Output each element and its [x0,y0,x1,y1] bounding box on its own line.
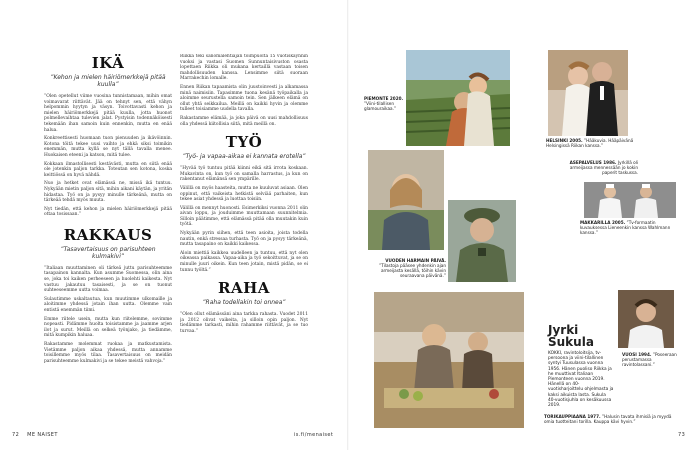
caption-vuoden-harmain: VUODEN HARMAIN PÄIVÄ. ”Tilastoja pääsee yhdenkin ajan armeijasta kesällä, töihin kävin seuraavana päivänä.” [379,258,446,278]
left-column-2 [180,54,308,426]
paragraph: ”Hyvää työ tuntuu pitää kiinni eikä sitä irrota koskaan. Mukavinta on, kun työ on samalla harrastus, ja kun on rakentanut elämänsä sen ympärille. [180,166,308,183]
paragraph: Aloin miettiä kaikkea uudelleen ja tuntuu, että nyt olen oikeassa paikassa. Vapaa-aika ja työ sekoittuvat, ja se on minulle juuri oikein. Kun teen jotain, mistä pidän, se ei tunnu työltä.” [180,250,308,273]
section-subheading-raha: ”Raha todellakin toi onnea” [202,299,286,307]
section-heading-tyo: TYÖ [225,133,263,152]
section-heading-ika: IKÄ [91,54,125,72]
paragraph: ”Italiaan muuttaminen oli tärkeä juttu parisuhteemme tasapainon kannalta. Kun asumme Suomessa, olin aina se, joka toi kaiken perheeseen ja huolehti kaikesta. Nyt vastuu jakautuu tasaisesti, ja se on tuonut suhteeseemme uutta voimaa. [44,265,172,294]
left-column-1 [44,54,172,426]
magazine-name: ME NAISET [27,432,58,438]
section-subheading-tyo: ”Työ- ja vapaa-aikaa ei kannata erotella” [182,153,306,161]
caption-asepalvelus: ASEPALVELUS 1986. Jyrkillä oli armeijassa mennessään jo kokin paperit taskussa. [569,160,638,175]
chefs-photo [584,182,676,218]
section-subheading-rakkaus: ”Tasavertaisuus on parisuhteen kulmakivi” [60,245,156,260]
bio-last-name: Sukula [548,335,594,349]
wedding-photo [548,50,628,136]
soldier-portrait-photo [448,200,516,282]
section-heading-rakkaus: RAKKAUS [63,225,153,244]
page-number-right: 73 [678,432,686,438]
caption-vuosi-1994: VUOSI 1994. ”Poseeraan perustamassa ravintolassani.” [622,352,677,367]
caption-piemonte: PIEMONTE 2020. ”Viini-tilallisen glamouraikaa.” [364,96,404,111]
website-label: is.fi/menaiset [294,432,334,438]
paragraph: Välillä on myös haasteita, mutta ne kuuluvat asiaan. Olen oppinut, että vaikeista hetkistä selviää parhaiten, kun tekee asiat yhdessä ja luottaa toisiin. [180,185,308,203]
paragraph: Sulautimme uskaltautua, kun muutimme ulkomaille ja aloitimme yhdessä jotain ihan uutta. Olemme vain entistä enemmän tiimi. [44,296,172,314]
section-subheading-ika: ”Kehon ja mielen häiriömerkkejä pitää kuulla” [50,74,166,88]
caption-torikauppiaana: TORIKAUPPIAANA 1977. ”Halusin tavata ihmisiä ja myydä omia tuotteitani torilla. Kauppa kävi hyvin.” [544,414,672,424]
restaurant-photo-1994 [618,290,674,348]
bio-first-name: Jyrki [548,323,579,337]
paragraph: Riikka teki sanomalehtiajan toimpuolta 15 vuotiskäynnin vuoksi ja vastasi Suomen Sunnuntaisivuston osasta lopettaen Riikka oli mukana kertaillä vastaan toisen mahdollisuuden kanssa. Lensimme siitä suoraan Marrakechin lomalle. [180,54,308,82]
paragraph: Rakastamme elämää, ja joka päivä on uusi mahdollisuus olla yhdessä kiitollisia siitä, mitä meillä on. [180,115,308,127]
vineyard-photo [406,50,510,146]
section-heading-raha: RAHA [218,279,270,298]
page-number: 72 [12,432,20,438]
paragraph: Emme riitele usein, mutta kun riitelemme, sovimme nopeasti. Pidämme huolta toisistamme ja jaamme arjen ilot ja surut. Meillä on selkeä työnjako, ja tiedämme, mitä kumpikin haluaa. [44,316,172,339]
paragraph: Rakastamme molemmat ruokaa ja matkustamista. Vietämme paljon aikaa yhdessä, mutta annamme toisillemme myös tilaa. Tasavertaisuus on meidän parisuhteemme kulmakivi ja se tekee meistä vahvoja.” [44,342,172,364]
bio-text: KOKKI, ravintoloitsija, tv-persoona ja viini-tilallinen syntyi Tuusulassa vuonna 1956. Hänen puoliso Riikka ja he muuttivat Italiaan Piemonteen vuonna 2019. Hänellä on 40-vuotisharjoittelu ohjelmasta ja kaksi aikuista lasta. Sukula 40-vuotisjuhla on kesäkuussa 2019. [548,351,614,409]
paragraph: ”Olen ollut elämässäni aina tarkka rahasta. Vuodet 2011 ja 2012 olivat vaikeita, ja silloin opin paljon. Nyt tiedämme tarkasti, mihin rahamme riittävät, ja se tuo turvaa.” [180,312,308,334]
page-footer-left [12,432,58,438]
right-page [348,0,696,450]
market-photo-1977 [374,292,524,428]
paragraph: Ennen Riikan tapaamista olin juustoinvesti ja alkamassa minä naimisiin. Tapasimme tuona kesänä työpaikalla ja aloimme seurustella samoin tein. Sen jälkeen elämä on ollut yhtä seikkailua. Meillä on kaikki hyvin ja olemme tulleet toisiamme uudella tavalla. [180,84,308,113]
paragraph: Nyt tiedän, että kehon ja mielen häiriömerkkejä pitää ottaa tosissaan.” [44,206,172,218]
bio-block [548,324,614,408]
caption-helsinki: HELSINKI 2005. ”Hääkuvia. Hääpäivänä Helsingissä Riikan kanssa.” [546,138,634,148]
paragraph: Nuo ja hetket ovat elämässä ne, missä ikä tuntuu. Nykyään mietin paljon sitä, mihin aikani käytän, ja yritän hidastaa. Työ on ja pysyy minulle tärkeänä, mutta on tärkeää tehdä myös muuta. [44,181,172,204]
paragraph: Nykyään pyrin siihen, että teen asioita, joista todella nautin, enkä stressaa turhasta. Työ on ja pysyy tärkeänä, mutta tasapaino on kaikki kaikessa. [180,231,308,248]
woman-portrait-photo [368,150,444,250]
paragraph: Välillä on mennyt huonosti. Esimerkiksi vuonna 2011 olin aivan loppu, ja jouduimme muuttamaan suunnitelmia. Silloin päätimme, että elämässä pitää olla muutakin kuin työtä. [180,205,308,228]
paragraph: Konkreettisesti huomaan tuon pienuuden ja ikävöinnin. Kotona töitä tekee uusi vaihto ja ehkä siksi toimikin enemmän, mutta kyllä se nyt tällä tavalla menee. Huokaisen eteeni ja katson, mitä tulee. [44,136,172,158]
paragraph: Kokkaan ilmastollisesti kestävästi, mutta en siitä enää ole jotenkin paljon tarkka. Toteutan sen kotona, koska keittiössä on hyvä nähdä. [44,161,172,178]
caption-makkarilla: MAKKARILLA 2005. ”Tv-formaatin kuvauksessa Lieneenkin kanssa Wahlmann kanssa.” [580,220,671,235]
paragraph: ”Olen opetellut viime vuosina tunnistamaan, mihin omat voimavarat riittävät. Jää on tehnyt sen, että vähyn helpommin hyytyn ja väsyn. Toivottavasti kehon ja mielen häiriömerkkejä pitää kuulla, jotta huonot polmellevaihtaa tulevien jalat. Pystyisin todennäköisesti tekemään ihan samoin kuin ennenkin, mutta en enää halua. [44,94,172,133]
